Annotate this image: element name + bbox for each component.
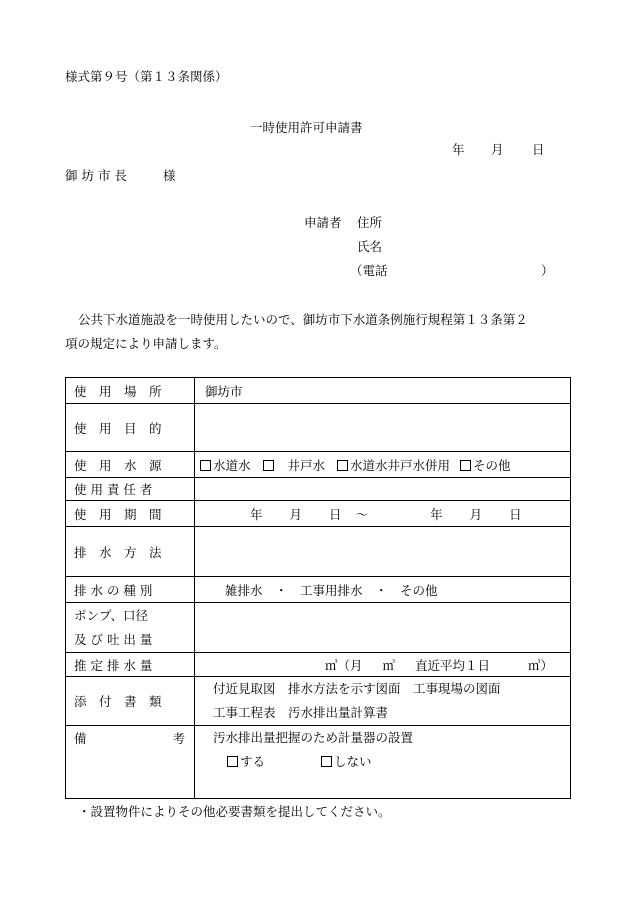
period-month2: 月 (469, 506, 483, 522)
row-pump (66, 603, 571, 653)
phone-close: ） (541, 263, 554, 278)
volume-avg: 直近平均１日 (415, 657, 491, 673)
remarks-label-right: 考 (172, 731, 186, 746)
checkbox-icon[interactable] (263, 460, 274, 471)
row-estimated-volume (66, 653, 571, 677)
row-attachments (66, 677, 571, 726)
period-year2: 年 (430, 506, 443, 522)
date-year: 年 (452, 142, 465, 157)
date-day: 日 (532, 142, 545, 157)
applicant-label: 申請者 (304, 215, 342, 230)
row-location (66, 378, 571, 404)
checkbox-icon[interactable] (200, 460, 211, 471)
period-day: 日 (329, 506, 342, 522)
manager-value (195, 478, 571, 501)
drainage-method-label: 排 水 方 法 (66, 527, 195, 577)
period-label: 使 用 期 間 (66, 501, 195, 527)
volume-unit1: ㎥（月 (325, 657, 363, 673)
form-number: 様式第９号（第１３条関係） (65, 69, 228, 84)
checkbox-icon[interactable] (337, 460, 348, 471)
row-manager (66, 478, 571, 501)
location-value: 御坊市 (195, 378, 571, 404)
period-month: 月 (289, 506, 303, 522)
body-text-line2: 項の規定により申請します。 (65, 336, 227, 351)
period-tilde: 〜 (355, 506, 369, 522)
estimated-volume-label: 推 定 排 水 量 (66, 653, 195, 677)
remarks-label-left: 備 (74, 731, 87, 746)
period-year: 年 (250, 506, 263, 522)
period-day2: 日 (509, 506, 522, 522)
drainage-type-label: 排 水 の 種 別 (66, 577, 195, 603)
drainage-method-value (195, 527, 571, 577)
pump-label-line1: ポンプ、口径 (74, 607, 149, 623)
remarks-value (195, 726, 571, 799)
drainage-type-value: 雑排水 ・ 工事用排水 ・ その他 (195, 577, 571, 603)
remarks-opt-no: しない (334, 754, 372, 769)
attachments-line2: 工事工程表 汚水排出量計算書 (213, 705, 389, 720)
row-purpose (66, 404, 571, 452)
pump-label-line2: 及 び 吐 出 量 (74, 631, 153, 647)
row-drainage-type (66, 577, 571, 603)
volume-unit2: ㎥ (382, 657, 396, 673)
remarks-options (213, 750, 570, 774)
row-water-source (66, 452, 571, 478)
remarks-line1: 汚水排出量把握のため計量器の設置 (213, 730, 414, 745)
water-source-options (195, 452, 571, 478)
body-text-line1: 公共下水道施設を一時使用したいので、御坊市下水道条例施行規程第１３条第２ (78, 312, 528, 327)
checkbox-icon[interactable] (321, 756, 332, 767)
purpose-value (195, 404, 571, 452)
addressee: 御 坊 市 長 (65, 168, 127, 183)
row-drainage-method (66, 527, 571, 577)
volume-unit3: ㎥） (528, 657, 554, 673)
page-title: 一時使用許可申請書 (250, 120, 363, 135)
application-table (65, 377, 571, 799)
purpose-label: 使 用 目 的 (66, 404, 195, 452)
address-label: 住所 (357, 215, 383, 230)
water-source-opt2: 井戸水 (287, 457, 326, 473)
honorific: 様 (163, 168, 176, 183)
water-source-label: 使 用 水 源 (66, 452, 195, 478)
attachments-value (195, 677, 571, 726)
water-source-opt3: 水道水井戸水併用 (350, 457, 451, 473)
water-source-opt4: その他 (473, 457, 511, 473)
footnote: ・設置物件によりその他必要書類を提出してください。 (78, 804, 391, 819)
checkbox-icon[interactable] (227, 756, 238, 767)
remarks-label (66, 726, 195, 799)
remarks-opt-yes: する (240, 754, 266, 769)
attachments-line1: 付近見取図 排水方法を示す図面 工事現場の図面 (213, 681, 501, 696)
row-remarks (66, 726, 571, 799)
name-label: 氏名 (357, 239, 383, 254)
phone-label: （電話 (350, 263, 388, 278)
manager-label: 使 用 責 任 者 (66, 478, 195, 501)
pump-label (66, 603, 195, 653)
estimated-volume-value (195, 653, 571, 677)
row-period (66, 501, 571, 527)
water-source-opt1: 水道水 (213, 457, 251, 473)
pump-value (195, 603, 571, 653)
checkbox-icon[interactable] (460, 460, 471, 471)
location-label: 使 用 場 所 (66, 378, 195, 404)
period-value (195, 501, 571, 527)
attachments-label: 添 付 書 類 (66, 677, 195, 726)
date-month: 月 (491, 142, 504, 157)
